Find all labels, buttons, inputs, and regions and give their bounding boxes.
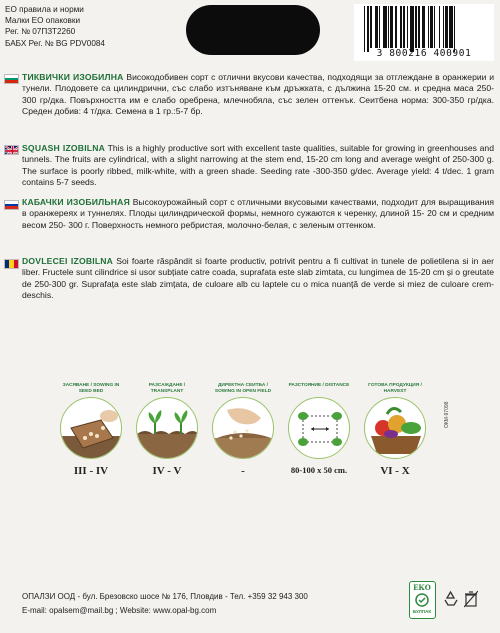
barcode-bar xyxy=(407,6,408,48)
bulgaria-flag-icon xyxy=(4,74,19,84)
barcode-bar xyxy=(379,6,380,48)
section-title: ТИКВИЧКИ ИЗОБИЛНА xyxy=(22,72,124,82)
barcode xyxy=(354,4,494,61)
barcode-number: 3 800216 400901 xyxy=(376,48,472,59)
eko-sub-text: БУЛПАК xyxy=(412,609,432,614)
barcode-bar xyxy=(403,6,406,48)
section-title: SQUASH IZOBILNA xyxy=(22,143,106,153)
stage-value: VI - X xyxy=(380,465,410,477)
barcode-bar xyxy=(400,6,401,48)
barcode-bar xyxy=(430,6,433,48)
section-text: This is a highly productive sort with excellent taste qualities, suitable for growing in greenhouses and tunnels. The fruits are cylindrical, with a slight narrowing at the stem end, 15-20 cm long and average weight of 250-300 g. The surface is poorly ribbed, milk-white, with a green shade. Seeding rate -300-350 g/dec. Average yield: 4 t/dec. 1 gram contains 5-7 seeds. xyxy=(22,143,494,187)
barcode-bar xyxy=(375,6,378,48)
barcode-bar xyxy=(434,6,435,48)
barcode-bar xyxy=(454,6,455,52)
barcode-bar xyxy=(364,6,365,52)
stage-label: РАЗСАЖДАНЕ / TRANSPLANT xyxy=(148,383,186,394)
distance-icon xyxy=(288,397,350,459)
barcode-bar xyxy=(395,6,396,48)
description-ru xyxy=(22,197,494,231)
uk-flag-icon xyxy=(4,145,19,155)
stage-value: III - IV xyxy=(73,465,109,477)
barcode-bar xyxy=(449,6,453,48)
barcode-bar xyxy=(428,6,429,48)
direct-sowing-icon xyxy=(212,397,274,459)
growing-calendar xyxy=(56,383,476,475)
section-title: КАБАЧКИ ИЗОБИЛЬНАЯ xyxy=(22,197,130,207)
hang-hole xyxy=(186,5,320,55)
reg-line: ЕО правила и норми xyxy=(5,5,84,14)
stage-distance xyxy=(284,383,354,475)
barcode-bar xyxy=(418,6,421,48)
reg-line: Малки ЕО опаковки xyxy=(5,16,81,26)
company-address: ОПАЛЗИ ООД - бул. Брезовско шосе № 176, Пловдив - Тел. +359 32 943 300 xyxy=(22,592,308,601)
barcode-bar xyxy=(390,6,393,48)
section-title: DOVLECEI IZOBILNA xyxy=(22,256,114,266)
stage-label: ГОТОВА ПРОДУКЦИЯ / HARVEST xyxy=(368,383,422,394)
stage-value: IV - V xyxy=(152,465,182,477)
transplant-icon xyxy=(136,397,198,459)
company-contacts: E-mail: opalsem@mail.bg ; Website: www.opal-bg.com xyxy=(22,605,217,615)
barcode-bar xyxy=(443,6,444,48)
barcode-bar xyxy=(439,6,440,48)
sowing-seedbed-icon xyxy=(60,397,122,459)
barcode-bar xyxy=(383,6,387,48)
romania-flag-icon xyxy=(4,259,19,269)
stage-direct-sowing xyxy=(208,383,278,477)
eko-logo-text: ЕКО xyxy=(413,583,431,592)
barcode-bar xyxy=(445,6,448,48)
product-code: ОКМ-97098 xyxy=(444,401,450,428)
russia-flag-icon xyxy=(4,200,19,210)
barcode-bar xyxy=(415,6,416,48)
description-en xyxy=(22,143,494,188)
barcode-bar xyxy=(388,6,389,48)
stage-label: ЗАСЯВАНЕ / SOWING IN SEED BED xyxy=(62,383,120,394)
eko-bulpak-logo xyxy=(409,581,436,619)
registration-info xyxy=(5,4,105,49)
section-text: Soi foarte răspândit si foarte productiv, potrivit pentru a fi cultivat in tunele de polietilena si in aer liber. Fructele sunt cilindrice si usor subțiate catre coada, suprafata este slab zimtata, cu lungimea de 15-20 cm și o greutate de 250-300 gr. Suprafața este slab zimțata, de culoare alb cu laptele cu o mica nuanță de verde si miez de culoare crem-deschis. xyxy=(22,256,494,300)
stage-harvest xyxy=(360,383,430,477)
recycle-icon xyxy=(442,590,459,607)
description-ro xyxy=(22,256,494,301)
stage-value: - xyxy=(241,465,245,477)
reg-line: Рег. № 07ПЗТ2260 xyxy=(5,27,76,37)
stage-transplant xyxy=(132,383,202,477)
barcode-bar xyxy=(367,6,370,52)
barcode-bar xyxy=(422,6,426,48)
stage-label: РАЗСТОЯНИЕ / DISTANCE xyxy=(288,383,350,388)
reg-line: БАБХ Рег. № BG PDV0084 xyxy=(5,38,105,48)
harvest-icon xyxy=(364,397,426,459)
section-text: Высокоурожайный сорт с отличными вкусовыми качествами, подходит для выращивания в оранжереях и туннелях. Плоды цилиндрической формы, немного сужаются к черенку, длиной 15- 20 см и средним весом 250- 300 г. Поверхность немного ребристая, молочно-белая, с зеленым оттенком. xyxy=(22,197,494,230)
barcode-bar xyxy=(370,6,371,48)
stage-sowing-seedbed xyxy=(56,383,126,477)
description-bg xyxy=(22,72,494,117)
barcode-bars xyxy=(364,6,486,48)
barcode-bar xyxy=(410,6,414,52)
stage-value: 80-100 x 50 cm. xyxy=(290,465,348,475)
stage-label: ДИРЕКТНА СЕИТБА / SOWING IN OPEN FIELD xyxy=(214,383,272,394)
waste-bin-icon xyxy=(464,590,478,608)
company-footer xyxy=(22,590,308,617)
section-text: Високодобивен сорт с отлични вкусови качества, подходящи за отглеждане в оранжерии и тунели. Плодовете са цилиндрични, със слабо изтъняване към дръжката, с дължина 15-20 см. и средна маса 250-300 гр/дка. Повърхността им е слабо оребрена, млечнобяла, със зелен оттенък. Сеитбена норма: 300-350 гр/дка. Среден добив: 4 т/дка. Семена в 1 гр.:5-7 бр. xyxy=(22,72,495,116)
